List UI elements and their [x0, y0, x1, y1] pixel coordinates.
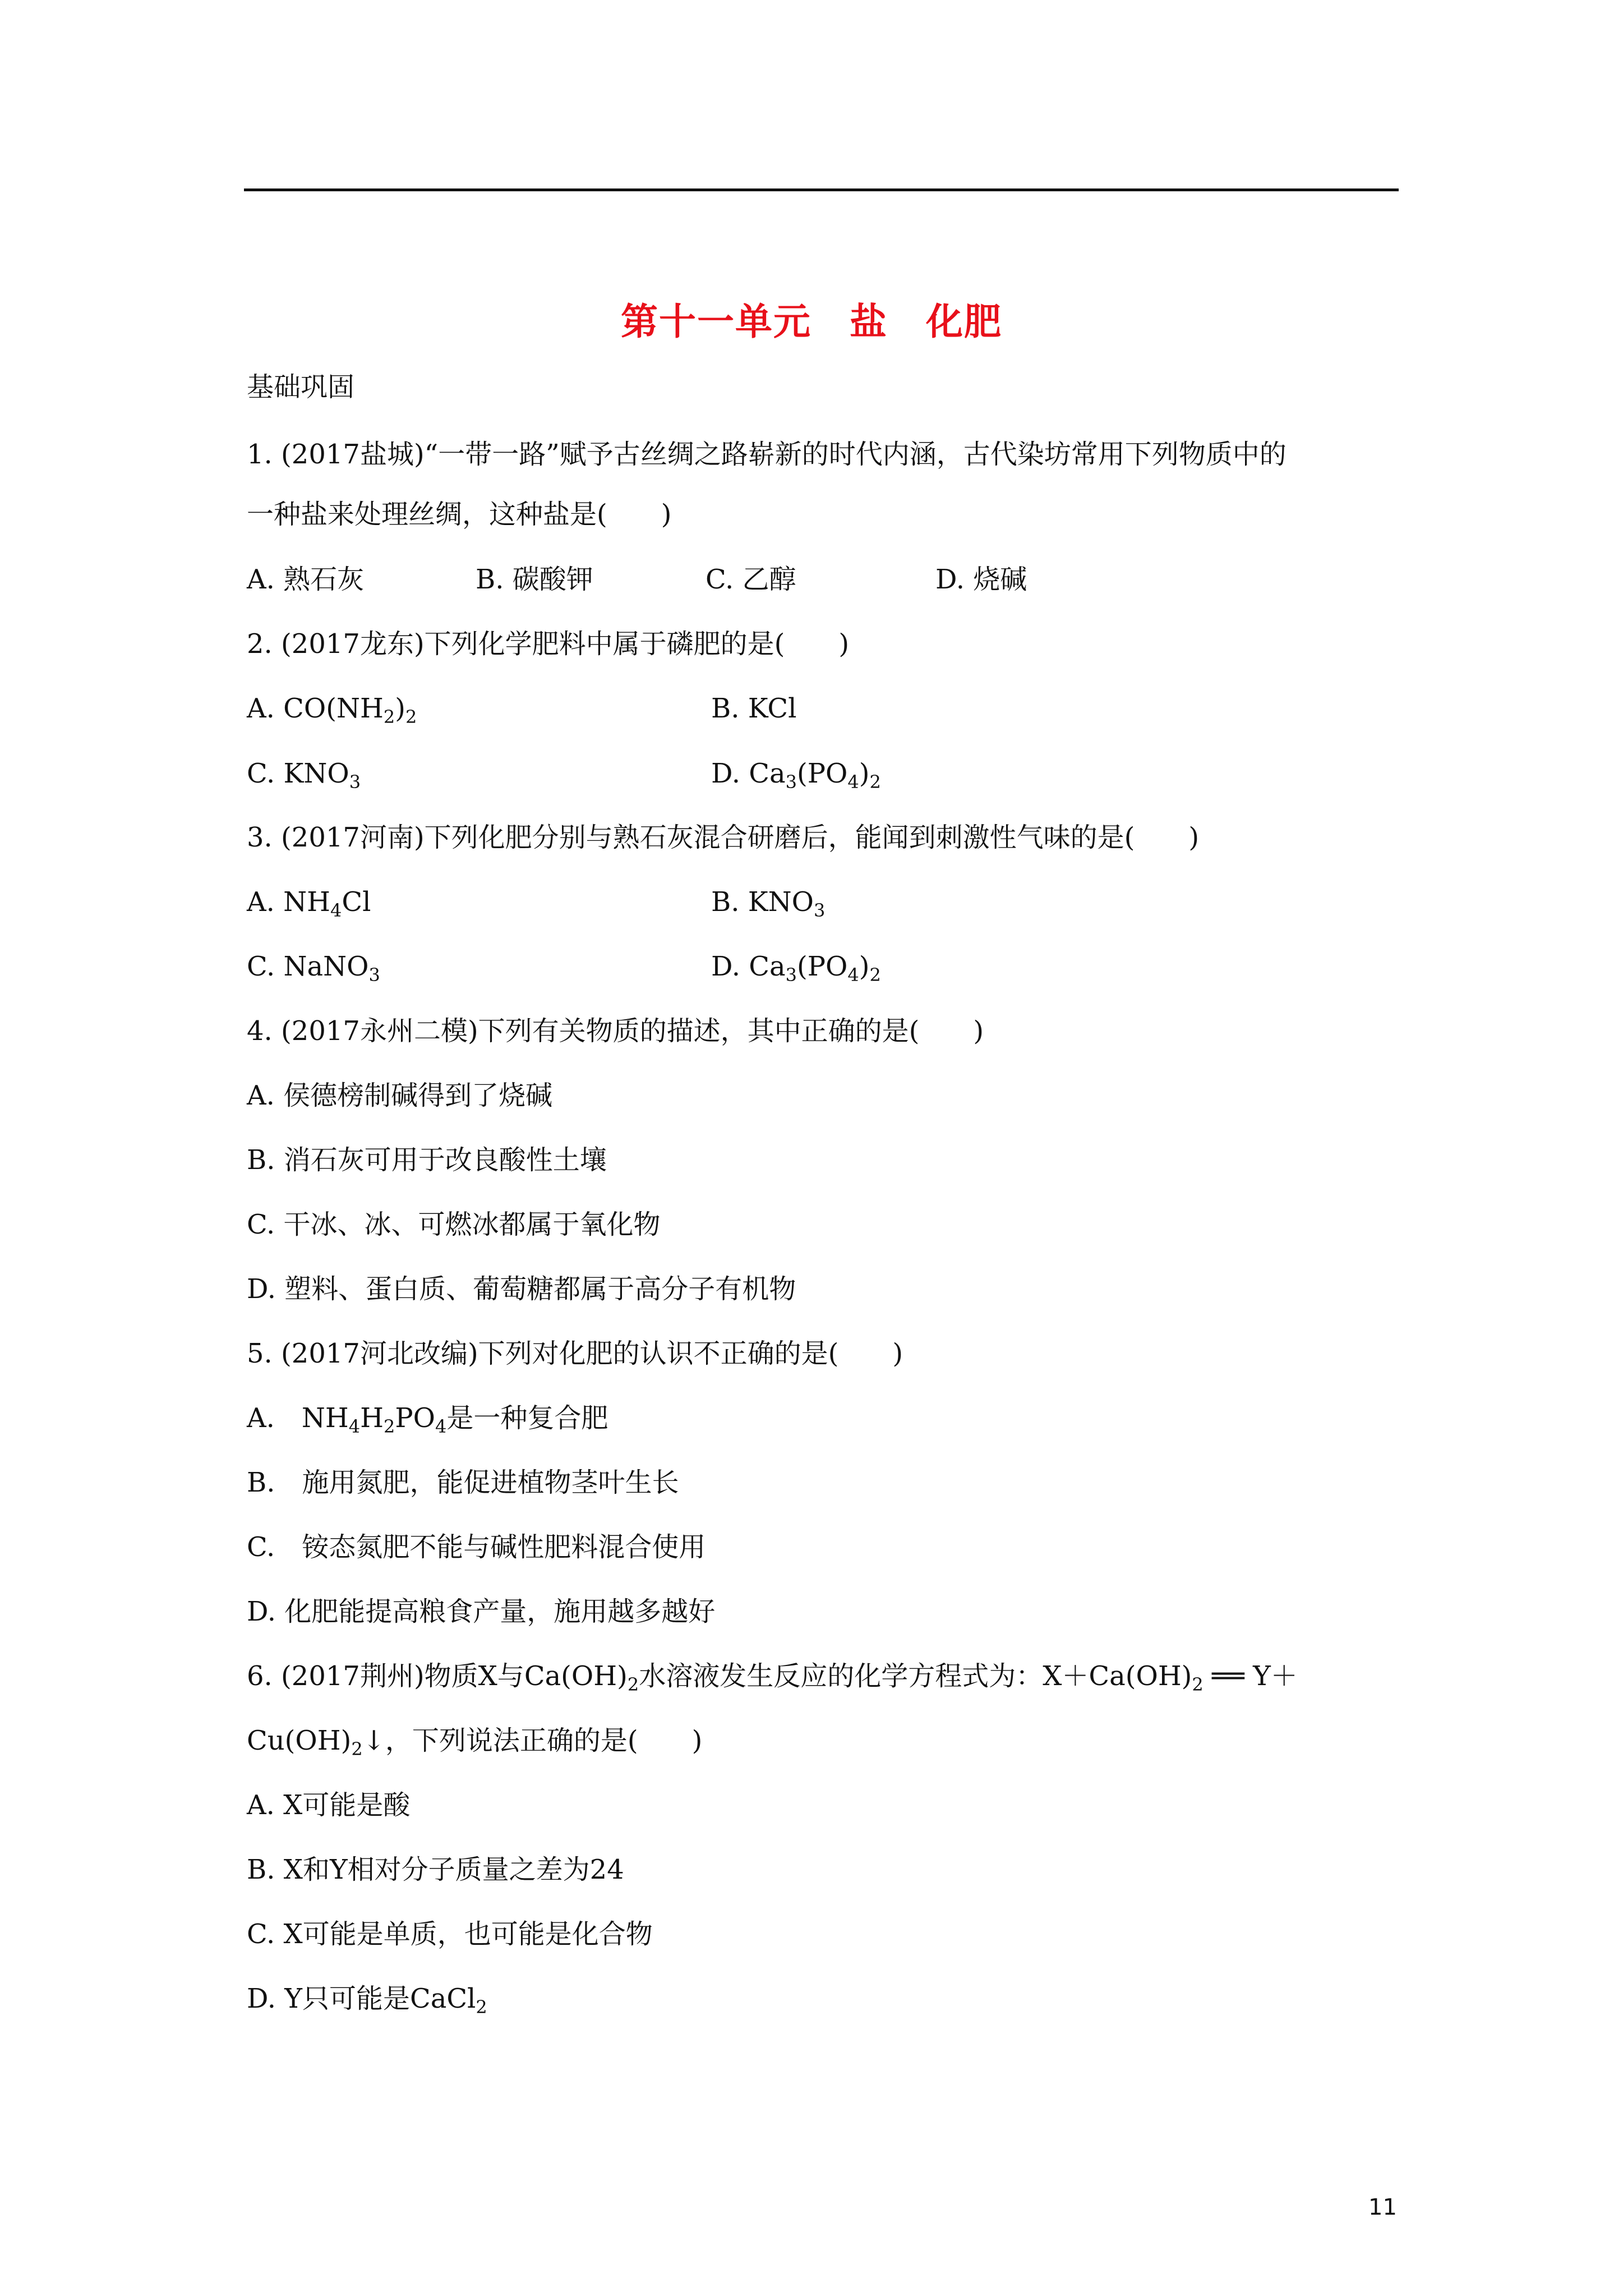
q1-option-c: C. 乙醇: [706, 564, 796, 595]
q5-option-c: C. 铵态氮肥不能与碱性肥料混合使用: [247, 1531, 706, 1563]
q4-option-d: D. 塑料、蛋白质、葡萄糖都属于高分子有机物: [247, 1273, 796, 1305]
q3-option-b: B. $KNO_3$: [711, 886, 826, 921]
q5-option-b: B. 施用氮肥，能促进植物茎叶生长: [247, 1467, 679, 1498]
page-number: 11: [1368, 2194, 1397, 2220]
q5-option-d: D. 化肥能提高粮食产量，施用越多越好: [247, 1596, 716, 1627]
q6-stem-line2: $Cu(OH)_2↓$，下列说法正确的是( ): [247, 1725, 703, 1760]
q6-option-a: A. X可能是酸: [247, 1789, 411, 1821]
q1-option-a: A. 熟石灰: [247, 564, 365, 595]
q2-stem: 2. (2017龙东)下列化学肥料中属于磷肥的是( ): [247, 628, 850, 660]
q6-option-b: B. X和Y相对分子质量之差为24: [247, 1854, 624, 1885]
q1-option-b: B. 碳酸钾: [476, 564, 593, 595]
q4-option-c: C. 干冰、冰、可燃冰都属于氧化物: [247, 1209, 661, 1240]
header-rule: [244, 188, 1399, 191]
q6-option-d: D. Y只可能是CaCl$_2$: [247, 1983, 487, 2018]
q2-option-c: C. $KNO_3$: [247, 758, 361, 793]
q2-option-d: D. $Ca_3(PO_4)_2$: [711, 758, 881, 793]
q1-stem-line1: 1. (2017盐城)“一带一路”赋予古丝绸之路崭新的时代内涵，古代染坊常用下列物质中的: [247, 439, 1287, 470]
q6-stem-line1: 6. (2017荆州)物质X与$Ca(OH)_2$水溶液发生反应的化学方程式为：$X+Ca(OH)_2$ ══ Y＋: [247, 1660, 1298, 1695]
q1-stem-line2: 一种盐来处理丝绸，这种盐是( ): [247, 499, 672, 530]
q4-option-b: B. 消石灰可用于改良酸性土壤: [247, 1144, 607, 1176]
q3-option-c: C. NaNO$_3$: [247, 951, 380, 986]
q2-option-b: B. KCl: [711, 693, 797, 724]
q5-stem: 5. (2017河北改编)下列对化肥的认识不正确的是( ): [247, 1338, 903, 1369]
q4-stem: 4. (2017永州二模)下列有关物质的描述，其中正确的是( ): [247, 1015, 984, 1047]
section-heading: 基础巩固: [247, 371, 355, 403]
q2-option-a: A. $CO(NH_2)_2$: [247, 693, 417, 728]
q1-option-d: D. 烧碱: [935, 564, 1027, 595]
page-title: 第十一单元 盐 化肥: [621, 300, 1002, 343]
q3-stem: 3. (2017河南)下列化肥分别与熟石灰混合研磨后，能闻到刺激性气味的是( ): [247, 822, 1200, 853]
q5-option-a: A. $NH_4H_2PO_4$是一种复合肥: [247, 1402, 608, 1437]
q3-option-d: D. $Ca_3(PO_4)_2$: [711, 951, 881, 986]
q4-option-a: A. 侯德榜制碱得到了烧碱: [247, 1080, 553, 1111]
q3-option-a: A. $NH_4Cl$: [247, 886, 371, 921]
q6-option-c: C. X可能是单质，也可能是化合物: [247, 1918, 653, 1950]
